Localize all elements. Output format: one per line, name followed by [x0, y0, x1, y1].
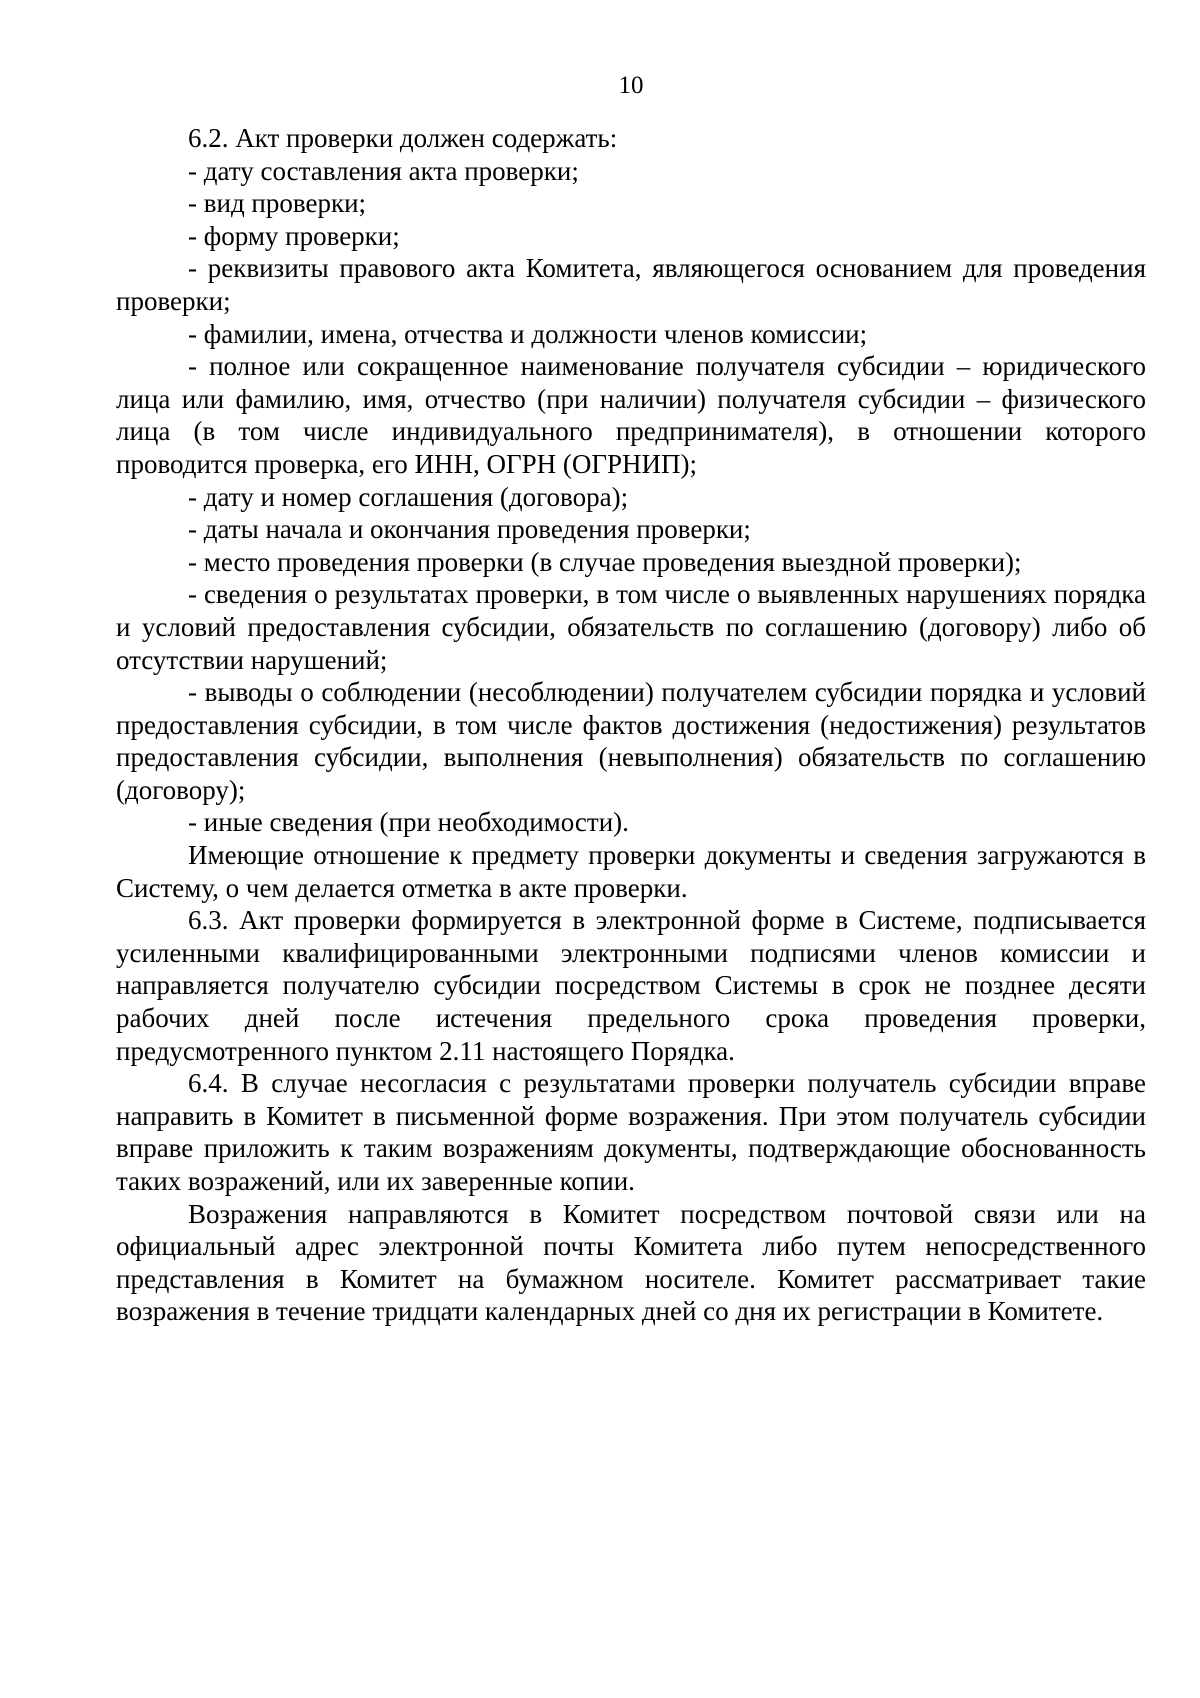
paragraph-6-3: 6.3. Акт проверки формируется в электронной форме в Системе, подписывается усиленными квалифицированными электронными подписями членов комиссии и направляется получателю субсидии посредством Системы в срок не позднее десяти рабочих дней после истечения предельного срока проведения проверки, предусмотренного пунктом 2.11 настоящего Порядка. — [116, 905, 1146, 1066]
paragraph: Имеющие отношение к предмету проверки документы и сведения загружаются в Систему, о чем делается отметка в акте проверки. — [116, 840, 1146, 903]
list-item: - реквизиты правового акта Комитета, являющегося основанием для проведения проверки; — [116, 253, 1146, 316]
list-item: - выводы о соблюдении (несоблюдении) получателем субсидии порядка и условий предоставления субсидии, в том числе фактов достижения (недостижения) результатов предоставления субсидии, выполнения (невыполнения) обязательств по соглашению (договору); — [116, 677, 1146, 805]
list-item: - форму проверки; — [188, 220, 400, 251]
paragraph-6-4: 6.4. В случае несогласия с результатами проверки получатель субсидии вправе направить в Комитет в письменной форме возражения. При этом получатель субсидии вправе приложить к таким возражениям документы, подтверждающие обоснованность таких возражений, или их заверенные копии. — [116, 1068, 1146, 1196]
paragraph-6-2-heading: 6.2. Акт проверки должен содержать: — [188, 123, 618, 153]
list-item: - фамилии, имена, отчества и должности членов комиссии; — [188, 318, 868, 349]
list-item: - сведения о результатах проверки, в том числе о выявленных нарушениях порядка и условий предоставления субсидии, обязательств по соглашению (договору) либо об отсутствии нарушений; — [116, 579, 1146, 675]
page-number: 10 — [618, 72, 644, 99]
list-item: - иные сведения (при необходимости). — [188, 807, 629, 838]
list-item: - дату составления акта проверки; — [188, 155, 579, 186]
document-body — [116, 122, 1146, 1328]
list-item: - дату и номер соглашения (договора); — [188, 481, 629, 512]
list-item: - вид проверки; — [188, 188, 367, 219]
list-item: - даты начала и окончания проведения проверки; — [188, 514, 751, 545]
list-item: - место проведения проверки (в случае проведения выездной проверки); — [188, 546, 1022, 577]
list-item: - полное или сокращенное наименование получателя субсидии – юридического лица или фамилию, имя, отчество (при наличии) получателя субсидии – физического лица (в том числе индивидуального предпринимателя), в отношении которого проводится проверка, его ИНН, ОГРН (ОГРНИП); — [116, 351, 1146, 479]
paragraph: Возражения направляются в Комитет посредством почтовой связи или на официальный адрес электронной почты Комитета либо путем непосредственного представления в Комитет на бумажном носителе. Комитет рассматривает такие возражения в течение тридцати календарных дней со дня их регистрации в Комитете. — [116, 1198, 1146, 1327]
